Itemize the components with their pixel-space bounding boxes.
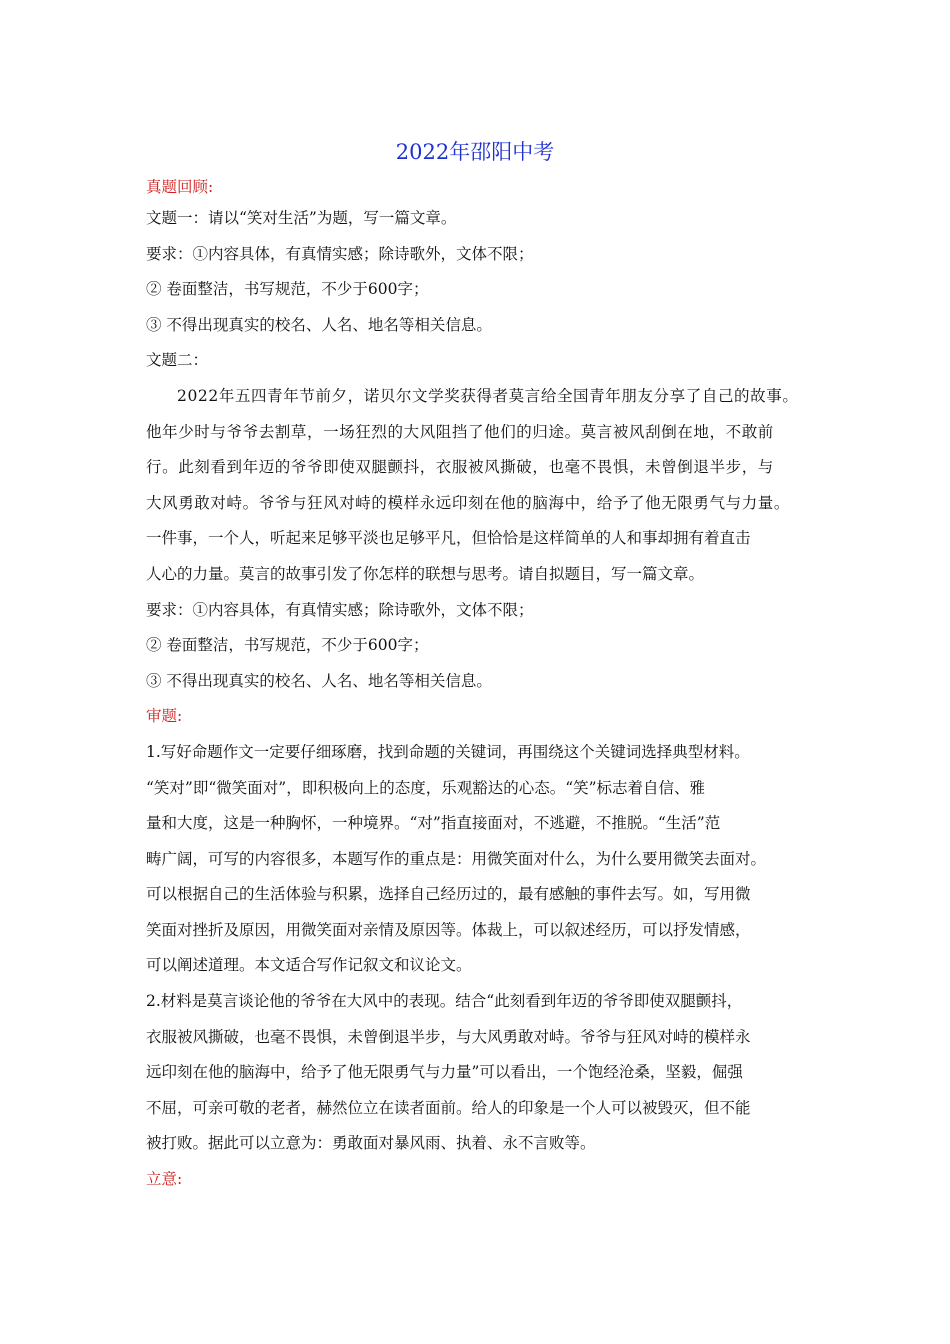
topic-one-requirement-1: 要求：①内容具体，有真情实感；除诗歌外，文体不限；: [146, 244, 534, 263]
document-title: 2022年邵阳中考: [395, 140, 555, 164]
analysis-line: 远印刻在他的脑海中，给予了他无限勇气与力量”可以看出，一个饱经沧桑，坚毅，倔强: [146, 1063, 743, 1082]
analysis-line: 不屈，可亲可敬的老者，赫然位立在读者面前。给人的印象是一个人可以被毁灭，但不能: [146, 1098, 751, 1117]
analysis-line: 可以根据自己的生活体验与积累，选择自己经历过的，最有感触的事件去写。如，写用微: [146, 885, 751, 904]
topic-two-requirement-3: ③ 不得出现真实的校名、人名、地名等相关信息。: [146, 671, 492, 690]
analysis-line: 笑面对挫折及原因，用微笑面对亲情及原因等。体裁上，可以叙述经历，可以抒发情感，: [146, 920, 751, 939]
topic-one-requirement-3: ③ 不得出现真实的校名、人名、地名等相关信息。: [146, 315, 492, 334]
topic-one: 文题一：请以“笑对生活”为题，写一篇文章。: [146, 209, 457, 227]
analysis-line: 被打败。据此可以立意为：勇敢面对暴风雨、执着、永不言败等。: [146, 1134, 596, 1153]
analysis-line: 衣服被风撕破，也毫不畏惧，未曾倒退半步，与大风勇敢对峙。爷爷与狂风对峙的模样永: [146, 1027, 751, 1046]
topic-two-requirement-2: ② 卷面整洁，书写规范，不少于600字；: [146, 636, 429, 655]
analysis-line: 畴广阔，可写的内容很多，本题写作的重点是：用微笑面对什么，为什么要用微笑去面对。: [146, 849, 767, 868]
section-heading-review: 真题回顾:: [146, 178, 214, 196]
analysis-line: 1.写好命题作文一定要仔细琢磨，找到命题的关键词，再围绕这个关键词选择典型材料。: [146, 742, 750, 761]
topic-two-line: 人心的力量。莫言的故事引发了你怎样的联想与思考。请自拟题目，写一篇文章。: [146, 564, 705, 583]
section-heading-analysis: 审题:: [146, 707, 183, 726]
analysis-line: 可以阐述道理。本文适合写作记叙文和议论文。: [146, 956, 472, 975]
section-heading-theme: 立意:: [146, 1170, 183, 1189]
topic-two-line: 行。此刻看到年迈的爷爷即使双腿颤抖，衣服被风撕破，也毫不畏惧，未曾倒退半步，与: [146, 458, 774, 477]
topic-two: 文题二：: [146, 351, 209, 370]
analysis-line: 量和大度，这是一种胸怀，一种境界。“对”指直接面对，不逃避，不推脱。“生活”范: [146, 814, 721, 833]
topic-two-line: 2022年五四青年节前夕，诺贝尔文学奖获得者莫言给全国青年朋友分享了自己的故事。: [177, 386, 799, 405]
analysis-line: “笑对”即“微笑面对”，即积极向上的态度，乐观豁达的心态。“笑”标志着自信、雅: [146, 778, 706, 797]
topic-one-requirement-2: ② 卷面整洁，书写规范，不少于600字；: [146, 280, 429, 299]
topic-two-line: 大风勇敢对峙。爷爷与狂风对峙的模样永远印刻在他的脑海中，给予了他无限勇气与力量。: [146, 493, 791, 512]
topic-two-requirement-1: 要求：①内容具体，有真情实感；除诗歌外，文体不限；: [146, 600, 534, 619]
analysis-line: 2.材料是莫言谈论他的爷爷在大风中的表现。结合“此刻看到年迈的爷爷即使双腿颤抖，: [146, 992, 743, 1011]
topic-two-line: 他年少时与爷爷去割草，一场狂烈的大风阻挡了他们的归途。莫言被风刮倒在地，不敢前: [146, 422, 774, 441]
topic-two-line: 一件事，一个人，听起来足够平淡也足够平凡，但恰恰是这样简单的人和事却拥有着直击: [146, 529, 751, 548]
document-body: [146, 173, 818, 1198]
